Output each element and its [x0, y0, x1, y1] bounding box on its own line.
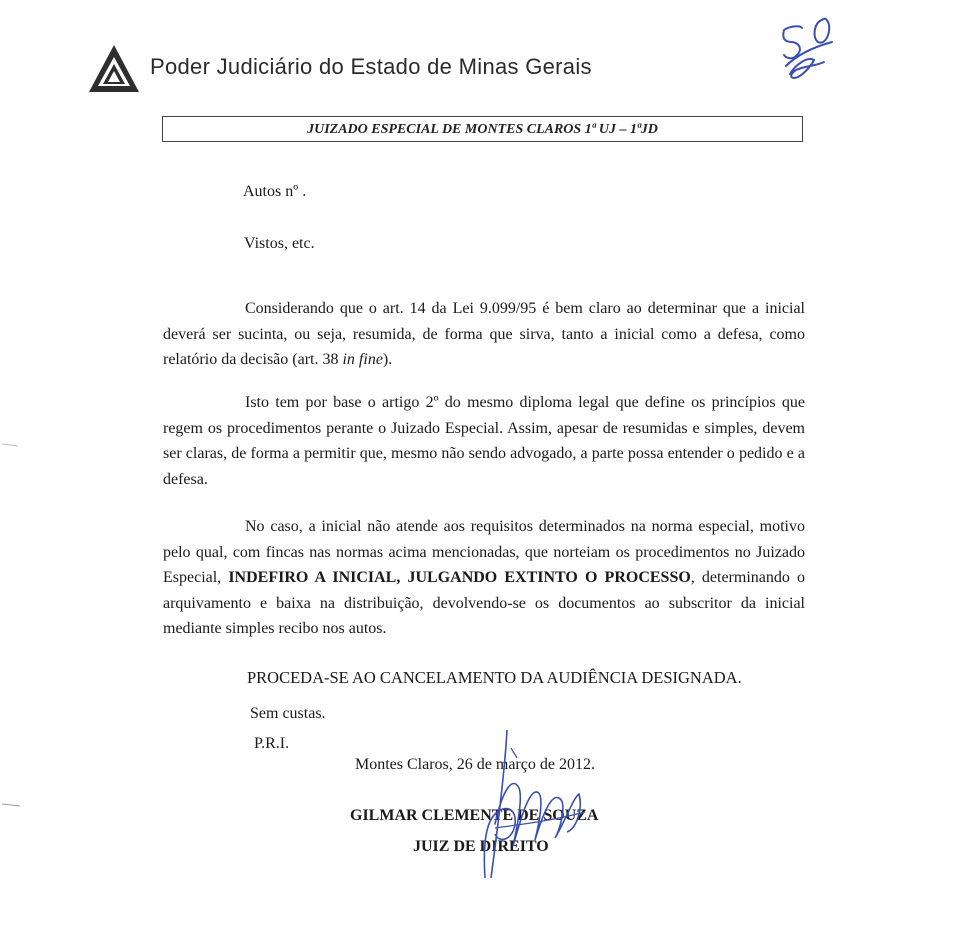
vistos-line: Vistos, etc.: [244, 235, 315, 252]
paragraph-2: Isto tem por base o artigo 2º do mesmo diploma legal que define os princípios que regem os procedimentos perante o Juizado Especial. Assim, apesar de resumidas e simples, devem ser claras, de forma a permitir que, mesmo não sendo advogado, a parte possa entender o pedido e a defesa.: [163, 394, 805, 488]
judge-title: JUIZ DE DIREITO: [413, 838, 549, 855]
proceda-line: PROCEDA-SE AO CANCELAMENTO DA AUDIÊNCIA DESIGNADA.: [247, 668, 742, 687]
paragraph-3-text: No caso, a inicial não atende aos requisitos determinados na norma especial, motivo pelo qual, com fincas nas normas acima mencionadas, que norteiam os procedimentos no Juizado Especial,: [163, 518, 805, 586]
autos-line: Autos nº .: [243, 183, 307, 200]
paragraph-1-end: ).: [382, 351, 393, 368]
court-logo-icon: [86, 42, 142, 96]
paragraph-3-end: , determinando o arquivamento e baixa na distribuição, devolvendo-se os documentos ao subscritor da inicial mediante simples recibo nos autos.: [163, 569, 805, 637]
paragraph-1: [163, 296, 805, 373]
court-name-box: JUIZADO ESPECIAL DE MONTES CLAROS 1ª UJ – 1ªJD: [162, 116, 803, 142]
sem-custas-line: Sem custas.: [250, 705, 326, 722]
paragraph-1-in-fine: in fine: [342, 351, 383, 368]
paragraph-3: [163, 514, 805, 642]
pri-line: P.R.I.: [254, 735, 290, 752]
paragraph-3-decision: INDEFIRO A INICIAL, JULGANDO EXTINTO O PROCESSO: [228, 569, 691, 586]
paragraph-1-text: Considerando que o art. 14 da Lei 9.099/95 é bem claro ao determinar que a inicial deverá ser sucinta, ou seja, resumida, de forma que sirva, tanto a inicial como a defesa, como relatório da decisão (art. 38: [163, 300, 805, 368]
handwritten-page-number: [770, 8, 850, 88]
judge-name: GILMAR CLEMENTE DE SOUZA: [350, 807, 599, 824]
org-name: Poder Judiciário do Estado de Minas Gerais: [150, 54, 592, 79]
place-date: Montes Claros, 26 de março de 2012.: [355, 756, 595, 773]
